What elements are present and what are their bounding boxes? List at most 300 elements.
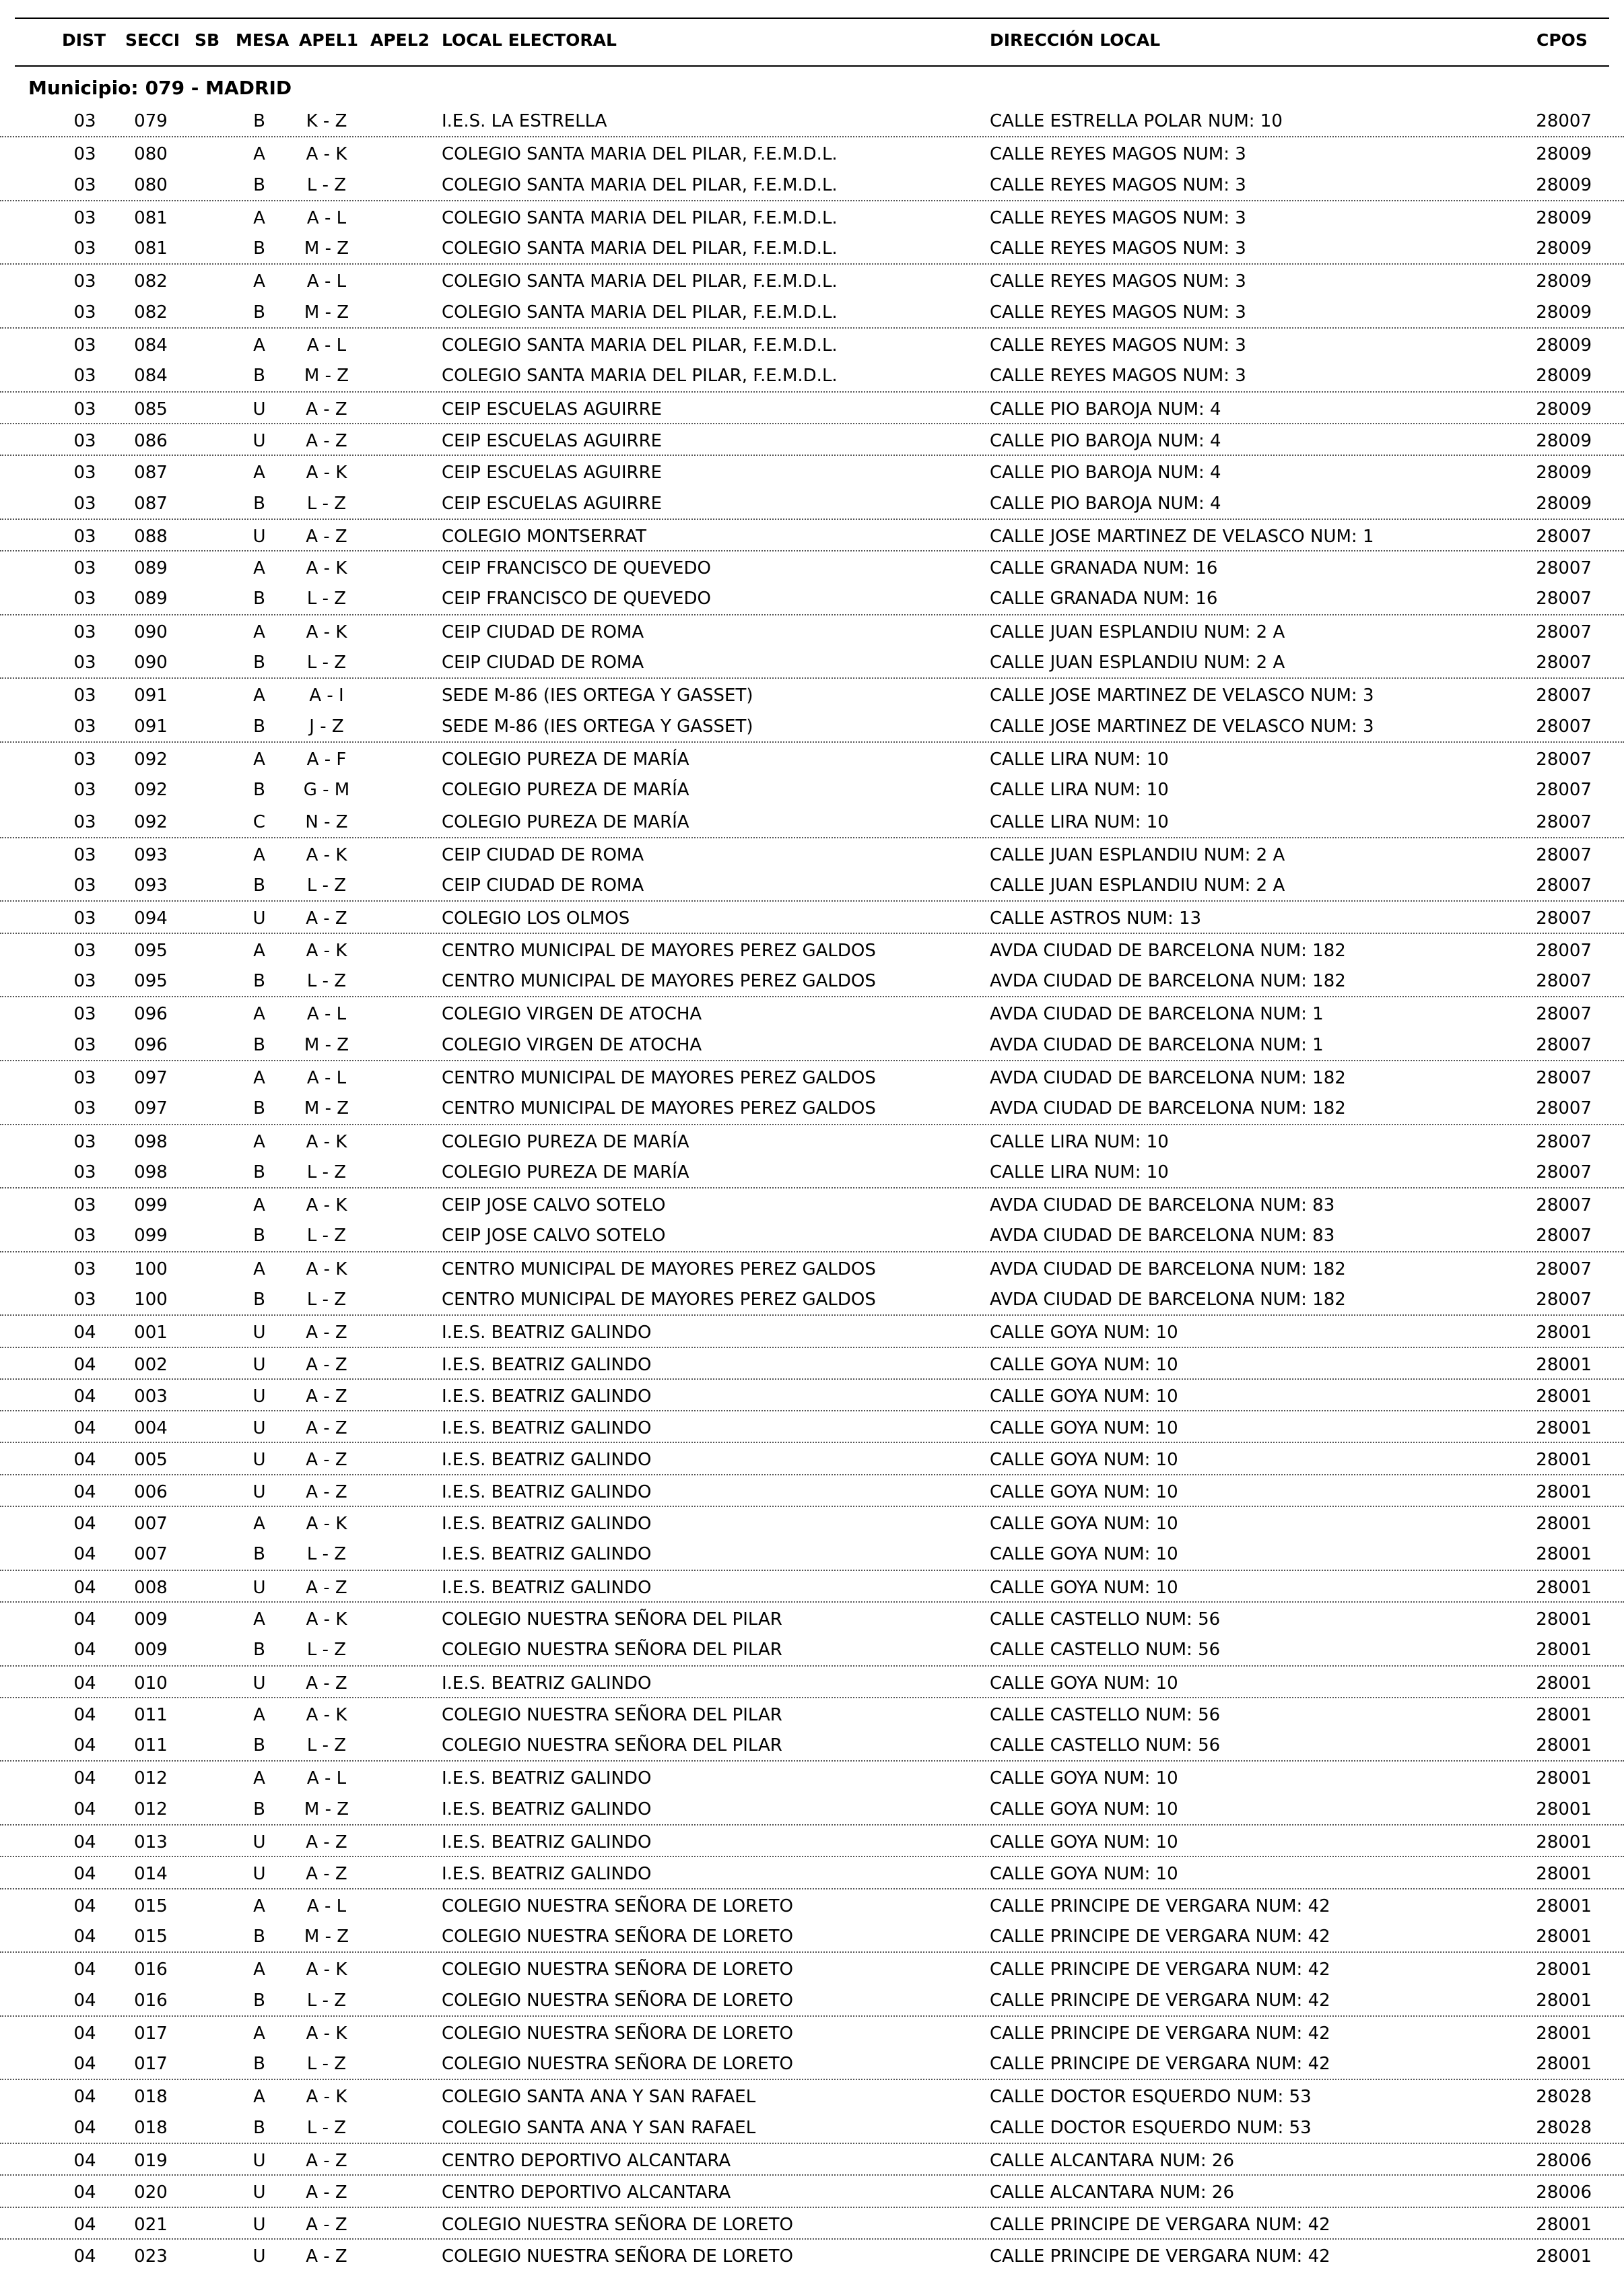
apel1-cell: L - Z [306, 1735, 347, 1756]
local-electoral-cell: I.E.S. BEATRIZ GALINDO [442, 1450, 652, 1471]
dist-cell: 03 [73, 493, 96, 514]
local-electoral-cell: COLEGIO NUESTRA SEÑORA DE LORETO [442, 1896, 793, 1916]
secci-cell: 023 [134, 2246, 168, 2267]
cpos-cell: 28006 [1536, 2151, 1592, 2171]
local-electoral-cell: CEIP JOSE CALVO SOTELO [442, 1195, 666, 1216]
local-electoral-cell: CEIP CIUDAD DE ROMA [442, 844, 644, 865]
direccion-cell: CALLE LIRA NUM: 10 [990, 780, 1169, 801]
municipio-label: Municipio: [28, 77, 139, 99]
direccion-cell: CALLE JUAN ESPLANDIU NUM: 2 A [990, 622, 1285, 642]
secci-cell: 020 [134, 2182, 168, 2203]
secci-cell: 092 [134, 780, 168, 801]
apel1-cell: A - Z [306, 1832, 347, 1853]
local-electoral-cell: I.E.S. BEATRIZ GALINDO [442, 1768, 652, 1789]
table-row [0, 1314, 1624, 1346]
cpos-cell: 28001 [1536, 1832, 1592, 1853]
table-row [0, 1537, 1624, 1569]
dist-cell: 03 [73, 844, 96, 865]
secci-cell: 093 [134, 844, 168, 865]
cpos-cell: 28007 [1536, 749, 1592, 770]
local-electoral-cell: I.E.S. BEATRIZ GALINDO [442, 1418, 652, 1439]
direccion-cell: CALLE LIRA NUM: 10 [990, 811, 1169, 832]
direccion-cell: AVDA CIUDAD DE BARCELONA NUM: 182 [990, 1259, 1346, 1279]
direccion-cell: CALLE PIO BAROJA NUM: 4 [990, 493, 1221, 514]
secci-cell: 081 [134, 238, 168, 259]
cpos-cell: 28001 [1536, 1673, 1592, 1694]
mesa-cell: U [252, 430, 266, 451]
cpos-cell: 28001 [1536, 1514, 1592, 1535]
dist-cell: 03 [73, 558, 96, 579]
local-electoral-cell: COLEGIO SANTA MARIA DEL PILAR, F.E.M.D.L. [442, 144, 838, 165]
table-row [0, 1187, 1624, 1219]
cpos-cell: 28007 [1536, 652, 1592, 673]
cpos-cell: 28001 [1536, 1386, 1592, 1407]
secci-cell: 017 [134, 2054, 168, 2075]
cpos-cell: 28007 [1536, 1034, 1592, 1055]
mesa-cell: B [253, 1640, 265, 1661]
table-row [0, 1442, 1624, 1473]
cpos-cell: 28007 [1536, 622, 1592, 642]
table-row [0, 2047, 1624, 2079]
secci-cell: 090 [134, 622, 168, 642]
apel1-cell: L - Z [306, 2054, 347, 2075]
dist-cell: 04 [73, 2087, 96, 2108]
apel1-cell: A - K [306, 1259, 347, 1279]
header-secci: SECCI [125, 30, 180, 50]
secci-cell: 099 [134, 1195, 168, 1216]
dist-cell: 03 [73, 238, 96, 259]
mesa-cell: U [252, 1450, 266, 1471]
local-electoral-cell: SEDE M-86 (IES ORTEGA Y GASSET) [442, 685, 753, 706]
header-dist: DIST [62, 30, 106, 50]
direccion-cell: CALLE JOSE MARTINEZ DE VELASCO NUM: 3 [990, 685, 1374, 706]
cpos-cell: 28009 [1536, 271, 1592, 292]
direccion-cell: AVDA CIUDAD DE BARCELONA NUM: 83 [990, 1195, 1335, 1216]
table-row [0, 232, 1624, 263]
direccion-cell: AVDA CIUDAD DE BARCELONA NUM: 1 [990, 1034, 1324, 1055]
direccion-cell: CALLE CASTELLO NUM: 56 [990, 1735, 1221, 1756]
secci-cell: 089 [134, 558, 168, 579]
table-row [0, 2079, 1624, 2110]
cpos-cell: 28001 [1536, 1768, 1592, 1789]
local-electoral-cell: COLEGIO SANTA MARIA DEL PILAR, F.E.M.D.L. [442, 335, 838, 356]
apel1-cell: A - K [306, 144, 347, 165]
table-row [0, 677, 1624, 709]
secci-cell: 095 [134, 940, 168, 961]
header-rule [15, 65, 1609, 67]
local-electoral-cell: I.E.S. BEATRIZ GALINDO [442, 1673, 652, 1694]
local-electoral-cell: COLEGIO SANTA MARIA DEL PILAR, F.E.M.D.L. [442, 271, 838, 292]
direccion-cell: CALLE GOYA NUM: 10 [990, 1673, 1178, 1694]
cpos-cell: 28001 [1536, 1926, 1592, 1947]
dist-cell: 04 [73, 2246, 96, 2267]
secci-cell: 008 [134, 1577, 168, 1598]
local-electoral-cell: CENTRO DEPORTIVO ALCANTARA [442, 2151, 731, 2171]
dist-cell: 03 [73, 1162, 96, 1182]
table-row [0, 1633, 1624, 1665]
table-row [0, 837, 1624, 869]
cpos-cell: 28007 [1536, 1195, 1592, 1216]
local-electoral-cell: I.E.S. BEATRIZ GALINDO [442, 1864, 652, 1885]
mesa-cell: A [253, 749, 265, 770]
table-row [0, 550, 1624, 582]
table-row [0, 423, 1624, 455]
header-apel2: APEL2 [370, 30, 430, 50]
mesas-table [0, 104, 1624, 2270]
cpos-cell: 28007 [1536, 589, 1592, 609]
local-electoral-cell: COLEGIO NUESTRA SEÑORA DEL PILAR [442, 1640, 782, 1661]
direccion-cell: CALLE PIO BAROJA NUM: 4 [990, 399, 1221, 420]
direccion-cell: CALLE PRINCIPE DE VERGARA NUM: 42 [990, 1990, 1330, 2011]
cpos-cell: 28001 [1536, 2023, 1592, 2044]
table-row [0, 1888, 1624, 1920]
mesa-cell: A [253, 1960, 265, 1980]
apel1-cell: A - Z [306, 399, 347, 420]
table-row [0, 1570, 1624, 1601]
direccion-cell: CALLE GOYA NUM: 10 [990, 1386, 1178, 1407]
cpos-cell: 28001 [1536, 1704, 1592, 1725]
cpos-cell: 28007 [1536, 526, 1592, 547]
local-electoral-cell: COLEGIO PUREZA DE MARÍA [442, 1162, 689, 1182]
secci-cell: 003 [134, 1386, 168, 1407]
dist-cell: 03 [73, 111, 96, 131]
table-row [0, 1697, 1624, 1729]
secci-cell: 082 [134, 302, 168, 323]
dist-cell: 04 [73, 1960, 96, 1980]
cpos-cell: 28001 [1536, 1960, 1592, 1980]
direccion-cell: CALLE PIO BAROJA NUM: 4 [990, 430, 1221, 451]
cpos-cell: 28007 [1536, 685, 1592, 706]
mesa-cell: A [253, 2087, 265, 2108]
secci-cell: 010 [134, 1673, 168, 1694]
dist-cell: 03 [73, 271, 96, 292]
local-electoral-cell: COLEGIO PUREZA DE MARÍA [442, 780, 689, 801]
secci-cell: 002 [134, 1354, 168, 1375]
mesa-cell: B [253, 716, 265, 737]
apel1-cell: A - K [306, 2087, 347, 2108]
dist-cell: 04 [73, 1577, 96, 1598]
cpos-cell: 28001 [1536, 1864, 1592, 1885]
dist-cell: 03 [73, 1195, 96, 1216]
secci-cell: 098 [134, 1131, 168, 1152]
direccion-cell: CALLE GOYA NUM: 10 [990, 1354, 1178, 1375]
top-rule [15, 18, 1609, 19]
mesa-cell: A [253, 1259, 265, 1279]
dist-cell: 04 [73, 1704, 96, 1725]
local-electoral-cell: COLEGIO PUREZA DE MARÍA [442, 1131, 689, 1152]
dist-cell: 04 [73, 1418, 96, 1439]
secci-cell: 086 [134, 430, 168, 451]
direccion-cell: AVDA CIUDAD DE BARCELONA NUM: 182 [990, 940, 1346, 961]
table-row [0, 1219, 1624, 1250]
apel1-cell: A - K [306, 1131, 347, 1152]
mesa-cell: B [253, 1098, 265, 1119]
table-row [0, 1601, 1624, 1633]
local-electoral-cell: I.E.S. BEATRIZ GALINDO [442, 1323, 652, 1343]
table-row [0, 2207, 1624, 2238]
dist-cell: 04 [73, 1640, 96, 1661]
table-row [0, 263, 1624, 295]
local-electoral-cell: CEIP JOSE CALVO SOTELO [442, 1226, 666, 1246]
mesa-cell: A [253, 2023, 265, 2044]
mesa-cell: U [252, 1673, 266, 1694]
dist-cell: 03 [73, 589, 96, 609]
apel1-cell: M - Z [304, 1034, 349, 1055]
direccion-cell: CALLE CASTELLO NUM: 56 [990, 1609, 1221, 1630]
mesa-cell: U [252, 2182, 266, 2203]
secci-cell: 011 [134, 1704, 168, 1725]
dist-cell: 04 [73, 1673, 96, 1694]
dist-cell: 03 [73, 335, 96, 356]
secci-cell: 007 [134, 1514, 168, 1535]
mesa-cell: A [253, 1195, 265, 1216]
apel1-cell: A - K [306, 1195, 347, 1216]
dist-cell: 04 [73, 1896, 96, 1916]
table-row [0, 582, 1624, 613]
apel1-cell: M - Z [304, 1799, 349, 1819]
mesa-cell: A [253, 1609, 265, 1630]
mesa-cell: A [253, 271, 265, 292]
apel1-cell: A - Z [306, 1323, 347, 1343]
cpos-cell: 28028 [1536, 2117, 1592, 2138]
direccion-cell: AVDA CIUDAD DE BARCELONA NUM: 1 [990, 1004, 1324, 1025]
cpos-cell: 28009 [1536, 174, 1592, 195]
dist-cell: 03 [73, 780, 96, 801]
local-electoral-cell: CENTRO MUNICIPAL DE MAYORES PEREZ GALDOS [442, 1259, 876, 1279]
local-electoral-cell: COLEGIO SANTA MARIA DEL PILAR, F.E.M.D.L. [442, 366, 838, 387]
mesa-cell: B [253, 238, 265, 259]
direccion-cell: CALLE PRINCIPE DE VERGARA NUM: 42 [990, 2023, 1330, 2044]
municipio-heading [28, 75, 292, 102]
apel1-cell: A - L [306, 1896, 347, 1916]
secci-cell: 080 [134, 174, 168, 195]
direccion-cell: AVDA CIUDAD DE BARCELONA NUM: 182 [990, 1098, 1346, 1119]
mesa-cell: A [253, 144, 265, 165]
table-row [0, 1028, 1624, 1060]
direccion-cell: CALLE CASTELLO NUM: 56 [990, 1704, 1221, 1725]
direccion-cell: CALLE GOYA NUM: 10 [990, 1450, 1178, 1471]
cpos-cell: 28009 [1536, 207, 1592, 228]
direccion-cell: CALLE LIRA NUM: 10 [990, 1162, 1169, 1182]
apel1-cell: A - K [306, 1704, 347, 1725]
table-row [0, 2111, 1624, 2143]
apel1-cell: G - M [303, 780, 350, 801]
local-electoral-cell: I.E.S. BEATRIZ GALINDO [442, 1386, 652, 1407]
mesa-cell: B [253, 875, 265, 896]
apel1-cell: L - Z [306, 493, 347, 514]
direccion-cell: CALLE REYES MAGOS NUM: 3 [990, 366, 1246, 387]
table-row [0, 359, 1624, 391]
table-row [0, 1378, 1624, 1410]
dist-cell: 04 [73, 1926, 96, 1947]
header-direccion-local: DIRECCIÓN LOCAL [990, 30, 1161, 50]
cpos-cell: 28009 [1536, 493, 1592, 514]
apel1-cell: A - K [306, 1609, 347, 1630]
apel1-cell: L - Z [306, 875, 347, 896]
dist-cell: 04 [73, 1514, 96, 1535]
table-row [0, 614, 1624, 646]
mesa-cell: U [252, 1386, 266, 1407]
dist-cell: 03 [73, 685, 96, 706]
table-row [0, 2015, 1624, 2047]
dist-cell: 04 [73, 1544, 96, 1565]
local-electoral-cell: I.E.S. BEATRIZ GALINDO [442, 1799, 652, 1819]
apel1-cell: A - K [306, 2023, 347, 2044]
direccion-cell: CALLE GOYA NUM: 10 [990, 1768, 1178, 1789]
local-electoral-cell: CENTRO MUNICIPAL DE MAYORES PEREZ GALDOS [442, 1289, 876, 1310]
local-electoral-cell: CEIP CIUDAD DE ROMA [442, 622, 644, 642]
local-electoral-cell: COLEGIO PUREZA DE MARÍA [442, 749, 689, 770]
mesa-cell: A [253, 207, 265, 228]
dist-cell: 03 [73, 174, 96, 195]
table-row [0, 518, 1624, 550]
table-row [0, 1760, 1624, 1792]
local-electoral-cell: COLEGIO MONTSERRAT [442, 526, 646, 547]
apel1-cell: K - Z [306, 111, 347, 131]
direccion-cell: AVDA CIUDAD DE BARCELONA NUM: 182 [990, 971, 1346, 992]
mesa-cell: U [252, 1323, 266, 1343]
secci-cell: 017 [134, 2023, 168, 2044]
table-row [0, 1251, 1624, 1283]
apel1-cell: A - Z [306, 526, 347, 547]
apel1-cell: A - Z [306, 2246, 347, 2267]
table-row [0, 327, 1624, 359]
dist-cell: 03 [73, 1289, 96, 1310]
apel1-cell: A - L [306, 335, 347, 356]
apel1-cell: A - Z [306, 2182, 347, 2203]
mesa-cell: B [253, 1926, 265, 1947]
apel1-cell: A - Z [306, 1864, 347, 1885]
mesa-cell: A [253, 1067, 265, 1088]
dist-cell: 03 [73, 1259, 96, 1279]
mesa-cell: U [252, 399, 266, 420]
mesa-cell: B [253, 493, 265, 514]
cpos-cell: 28007 [1536, 1098, 1592, 1119]
dist-cell: 03 [73, 1098, 96, 1119]
secci-cell: 088 [134, 526, 168, 547]
local-electoral-cell: I.E.S. BEATRIZ GALINDO [442, 1514, 652, 1535]
apel1-cell: A - K [306, 940, 347, 961]
mesa-cell: A [253, 463, 265, 483]
direccion-cell: CALLE GOYA NUM: 10 [990, 1514, 1178, 1535]
local-electoral-cell: COLEGIO SANTA ANA Y SAN RAFAEL [442, 2087, 756, 2108]
secci-cell: 013 [134, 1832, 168, 1853]
mesa-cell: A [253, 1131, 265, 1152]
direccion-cell: CALLE REYES MAGOS NUM: 3 [990, 238, 1246, 259]
secci-cell: 096 [134, 1004, 168, 1025]
mesa-cell: U [252, 2214, 266, 2235]
mesa-cell: U [252, 2151, 266, 2171]
mesa-cell: U [252, 1418, 266, 1439]
dist-cell: 04 [73, 2054, 96, 2075]
mesa-cell: A [253, 335, 265, 356]
table-row [0, 1793, 1624, 1824]
direccion-cell: CALLE JOSE MARTINEZ DE VELASCO NUM: 1 [990, 526, 1374, 547]
table-row [0, 455, 1624, 486]
secci-cell: 082 [134, 271, 168, 292]
cpos-cell: 28001 [1536, 1354, 1592, 1375]
mesa-cell: B [253, 1226, 265, 1246]
dist-cell: 03 [73, 908, 96, 929]
direccion-cell: CALLE PRINCIPE DE VERGARA NUM: 42 [990, 1896, 1330, 1916]
dist-cell: 04 [73, 1735, 96, 1756]
cpos-cell: 28001 [1536, 1577, 1592, 1598]
direccion-cell: CALLE REYES MAGOS NUM: 3 [990, 174, 1246, 195]
mesa-cell: A [253, 622, 265, 642]
secci-cell: 090 [134, 652, 168, 673]
table-row [0, 2143, 1624, 2174]
cpos-cell: 28007 [1536, 1226, 1592, 1246]
local-electoral-cell: I.E.S. BEATRIZ GALINDO [442, 1832, 652, 1853]
table-row [0, 1156, 1624, 1187]
cpos-cell: 28007 [1536, 111, 1592, 131]
direccion-cell: CALLE JUAN ESPLANDIU NUM: 2 A [990, 844, 1285, 865]
mesa-cell: B [253, 366, 265, 387]
direccion-cell: CALLE JUAN ESPLANDIU NUM: 2 A [990, 652, 1285, 673]
apel1-cell: J - Z [309, 716, 344, 737]
secci-cell: 011 [134, 1735, 168, 1756]
cpos-cell: 28009 [1536, 302, 1592, 323]
local-electoral-cell: COLEGIO NUESTRA SEÑORA DE LORETO [442, 2214, 793, 2235]
cpos-cell: 28007 [1536, 875, 1592, 896]
apel1-cell: M - Z [304, 1098, 349, 1119]
secci-cell: 085 [134, 399, 168, 420]
mesa-cell: B [253, 1799, 265, 1819]
mesa-cell: B [253, 1990, 265, 2011]
local-electoral-cell: CENTRO MUNICIPAL DE MAYORES PEREZ GALDOS [442, 971, 876, 992]
apel1-cell: A - Z [306, 908, 347, 929]
cpos-cell: 28007 [1536, 971, 1592, 992]
dist-cell: 03 [73, 652, 96, 673]
secci-cell: 094 [134, 908, 168, 929]
dist-cell: 04 [73, 2214, 96, 2235]
apel1-cell: A - Z [306, 1577, 347, 1598]
local-electoral-cell: COLEGIO PUREZA DE MARÍA [442, 811, 689, 832]
dist-cell: 04 [73, 1832, 96, 1853]
local-electoral-cell: CEIP ESCUELAS AGUIRRE [442, 493, 663, 514]
cpos-cell: 28009 [1536, 238, 1592, 259]
apel1-cell: A - Z [306, 1673, 347, 1694]
table-row [0, 964, 1624, 996]
apel1-cell: A - L [306, 1067, 347, 1088]
dist-cell: 03 [73, 302, 96, 323]
apel1-cell: M - Z [304, 1926, 349, 1947]
apel1-cell: A - Z [306, 1418, 347, 1439]
apel1-cell: M - Z [304, 238, 349, 259]
local-electoral-cell: I.E.S. BEATRIZ GALINDO [442, 1577, 652, 1598]
mesa-cell: U [252, 1577, 266, 1598]
cpos-cell: 28028 [1536, 2087, 1592, 2108]
apel1-cell: L - Z [306, 1640, 347, 1661]
apel1-cell: L - Z [306, 652, 347, 673]
dist-cell: 04 [73, 1450, 96, 1471]
direccion-cell: CALLE GOYA NUM: 10 [990, 1799, 1178, 1819]
table-row [0, 773, 1624, 805]
header-cpos: CPOS [1536, 30, 1588, 50]
secci-cell: 095 [134, 971, 168, 992]
cpos-cell: 28001 [1536, 1896, 1592, 1916]
mesa-cell: A [253, 940, 265, 961]
local-electoral-cell: COLEGIO NUESTRA SEÑORA DE LORETO [442, 1926, 793, 1947]
mesa-cell: A [253, 1514, 265, 1535]
local-electoral-cell: I.E.S. LA ESTRELLA [442, 111, 607, 131]
local-electoral-cell: COLEGIO NUESTRA SEÑORA DEL PILAR [442, 1704, 782, 1725]
apel1-cell: A - Z [306, 1450, 347, 1471]
direccion-cell: CALLE ALCANTARA NUM: 26 [990, 2182, 1234, 2203]
direccion-cell: CALLE REYES MAGOS NUM: 3 [990, 207, 1246, 228]
dist-cell: 03 [73, 1067, 96, 1088]
local-electoral-cell: COLEGIO NUESTRA SEÑORA DE LORETO [442, 1990, 793, 2011]
